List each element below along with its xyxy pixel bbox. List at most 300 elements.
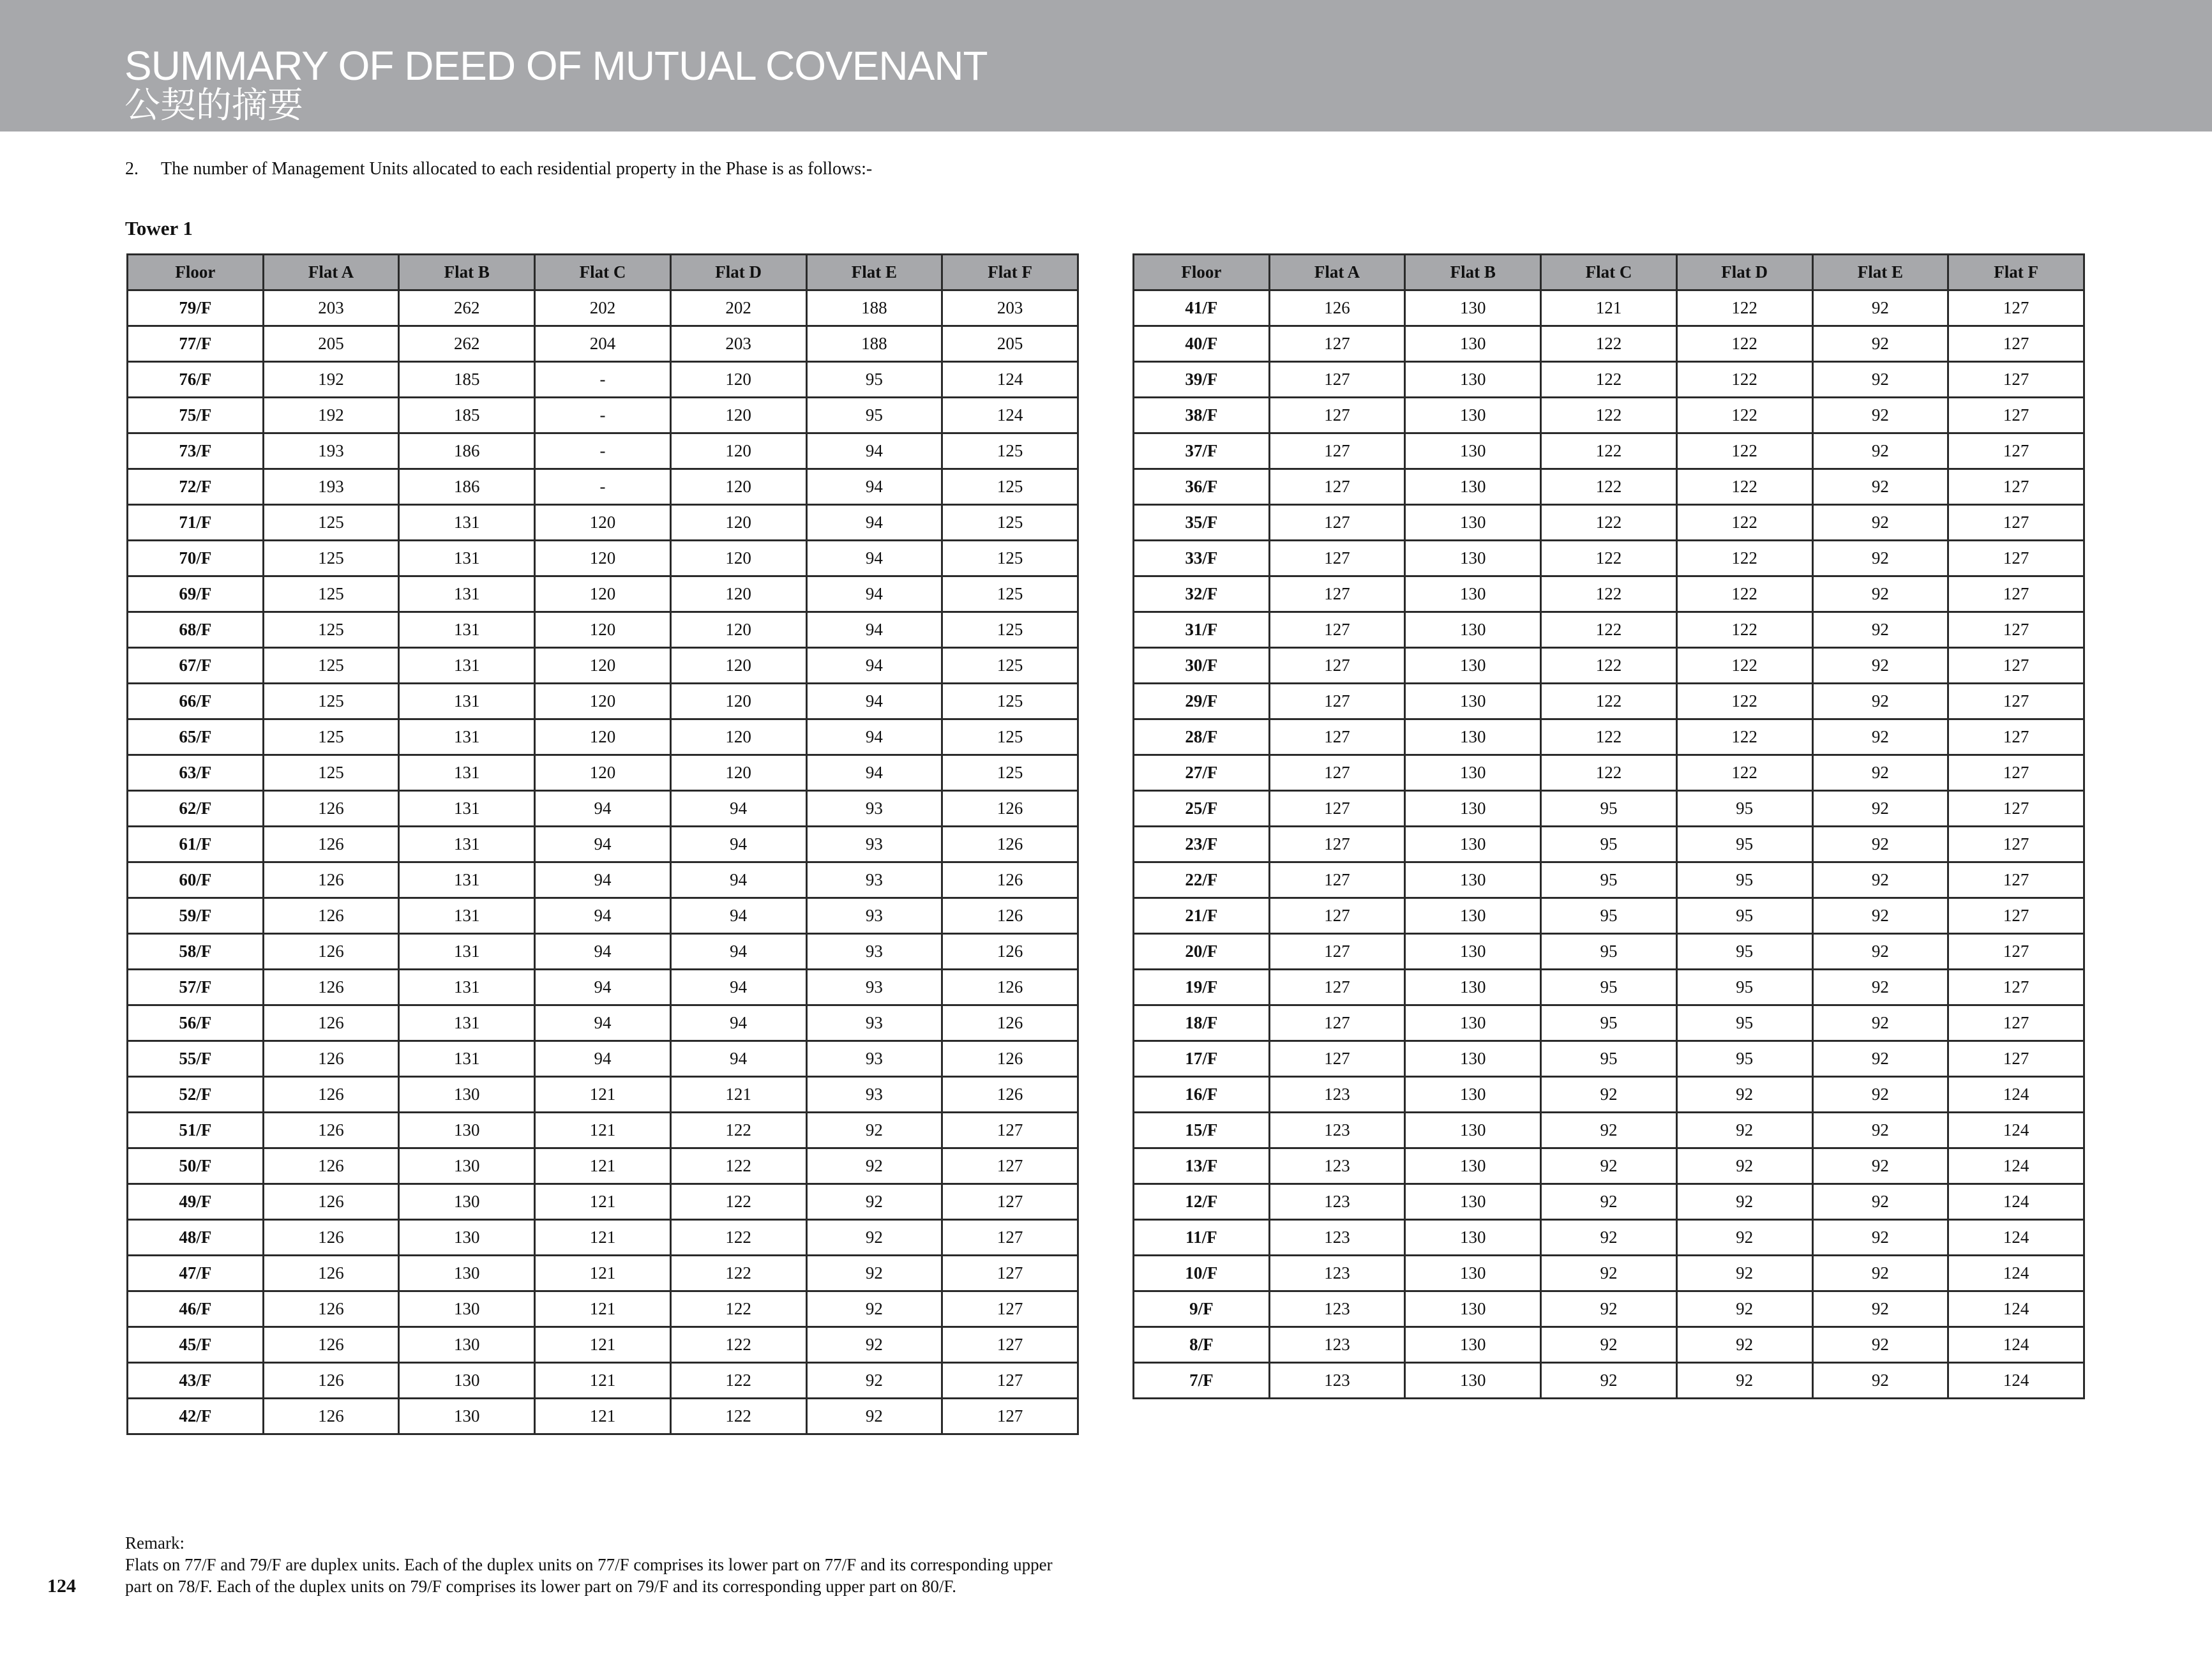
- units-cell: 130: [399, 1148, 535, 1184]
- units-cell: 120: [670, 398, 806, 433]
- units-cell: 92: [1812, 827, 1948, 862]
- units-cell: 131: [399, 719, 535, 755]
- units-cell: 122: [1541, 719, 1677, 755]
- table-row: [128, 827, 1078, 862]
- units-cell: 131: [399, 576, 535, 612]
- units-cell: 122: [670, 1399, 806, 1434]
- units-cell: 121: [535, 1256, 671, 1291]
- units-cell: 127: [942, 1363, 1078, 1399]
- units-cell: 204: [535, 326, 671, 362]
- table-row: [128, 576, 1078, 612]
- units-cell: 130: [1405, 1148, 1541, 1184]
- units-cell: 95: [1676, 1005, 1812, 1041]
- units-cell: 127: [1269, 541, 1405, 576]
- units-cell: 92: [1541, 1291, 1677, 1327]
- units-cell: 122: [1676, 755, 1812, 791]
- units-cell: 95: [1676, 898, 1812, 934]
- units-cell: 125: [263, 612, 399, 648]
- units-cell: 92: [1812, 433, 1948, 469]
- floor-cell: 37/F: [1134, 433, 1270, 469]
- units-cell: 126: [263, 1148, 399, 1184]
- floor-cell: 38/F: [1134, 398, 1270, 433]
- table-row: [128, 934, 1078, 970]
- units-cell: 130: [1405, 433, 1541, 469]
- units-cell: 92: [1812, 326, 1948, 362]
- floor-cell: 75/F: [128, 398, 264, 433]
- units-cell: 122: [1676, 326, 1812, 362]
- units-cell: 122: [1676, 362, 1812, 398]
- table-row: [1134, 1041, 2084, 1077]
- floor-cell: 16/F: [1134, 1077, 1270, 1113]
- table-row: [1134, 1256, 2084, 1291]
- units-cell: 130: [1405, 1041, 1541, 1077]
- units-cell: 92: [1541, 1220, 1677, 1256]
- units-cell: 122: [1676, 290, 1812, 326]
- units-cell: 122: [1541, 755, 1677, 791]
- units-cell: 186: [399, 433, 535, 469]
- table-row: [1134, 1327, 2084, 1363]
- table-row: [1134, 469, 2084, 505]
- column-header-flat-d: Flat D: [1676, 255, 1812, 290]
- floor-cell: 19/F: [1134, 970, 1270, 1005]
- units-cell: 125: [942, 612, 1078, 648]
- units-cell: 131: [399, 862, 535, 898]
- units-cell: 92: [1812, 469, 1948, 505]
- table-row: [128, 1327, 1078, 1363]
- units-cell: 122: [1541, 362, 1677, 398]
- units-cell: 127: [942, 1148, 1078, 1184]
- table-row: [1134, 612, 2084, 648]
- floor-cell: 70/F: [128, 541, 264, 576]
- units-cell: 124: [1948, 1220, 2084, 1256]
- units-cell: 122: [1541, 433, 1677, 469]
- units-cell: 131: [399, 791, 535, 827]
- units-cell: 92: [1676, 1327, 1812, 1363]
- table-row: [1134, 1148, 2084, 1184]
- units-cell: 94: [806, 433, 942, 469]
- units-cell: 124: [1948, 1184, 2084, 1220]
- units-cell: 205: [942, 326, 1078, 362]
- units-cell: 127: [942, 1291, 1078, 1327]
- units-cell: 125: [942, 576, 1078, 612]
- units-cell: 188: [806, 290, 942, 326]
- units-cell: 124: [1948, 1256, 2084, 1291]
- table-row: [1134, 862, 2084, 898]
- units-cell: 130: [1405, 898, 1541, 934]
- units-cell: 131: [399, 541, 535, 576]
- column-header-flat-f: Flat F: [942, 255, 1078, 290]
- units-cell: 130: [1405, 576, 1541, 612]
- units-cell: 188: [806, 326, 942, 362]
- units-cell: 131: [399, 898, 535, 934]
- table-row: [128, 1291, 1078, 1327]
- floor-cell: 43/F: [128, 1363, 264, 1399]
- units-cell: 127: [1948, 398, 2084, 433]
- floor-cell: 69/F: [128, 576, 264, 612]
- units-cell: 122: [1541, 541, 1677, 576]
- units-cell: 120: [535, 505, 671, 541]
- floor-cell: 65/F: [128, 719, 264, 755]
- units-cell: 127: [1948, 469, 2084, 505]
- units-cell: 120: [670, 612, 806, 648]
- floor-cell: 13/F: [1134, 1148, 1270, 1184]
- units-cell: 127: [1948, 862, 2084, 898]
- units-cell: 262: [399, 326, 535, 362]
- units-cell: 192: [263, 362, 399, 398]
- units-cell: -: [535, 433, 671, 469]
- units-cell: 92: [1812, 362, 1948, 398]
- units-cell: 126: [942, 827, 1078, 862]
- floor-cell: 77/F: [128, 326, 264, 362]
- units-cell: 95: [806, 362, 942, 398]
- units-cell: 92: [806, 1399, 942, 1434]
- table-row: [1134, 1291, 2084, 1327]
- units-cell: 127: [1269, 862, 1405, 898]
- floor-cell: 18/F: [1134, 1005, 1270, 1041]
- table-row: [1134, 648, 2084, 684]
- intro-text: The number of Management Units allocated to each residential property in the Phase is as follows:-: [161, 159, 873, 179]
- units-cell: 127: [1948, 755, 2084, 791]
- column-header-flat-a: Flat A: [1269, 255, 1405, 290]
- units-cell: 93: [806, 934, 942, 970]
- units-cell: 92: [1676, 1077, 1812, 1113]
- units-cell: 130: [1405, 362, 1541, 398]
- floor-cell: 72/F: [128, 469, 264, 505]
- table-row: [128, 1005, 1078, 1041]
- units-cell: 126: [263, 1399, 399, 1434]
- units-cell: 120: [535, 684, 671, 719]
- units-cell: 127: [1948, 684, 2084, 719]
- units-cell: 130: [399, 1291, 535, 1327]
- floor-cell: 66/F: [128, 684, 264, 719]
- units-cell: 122: [670, 1184, 806, 1220]
- units-cell: 94: [806, 576, 942, 612]
- units-cell: 126: [263, 1077, 399, 1113]
- units-cell: 130: [1405, 827, 1541, 862]
- units-cell: 121: [670, 1077, 806, 1113]
- units-cell: 130: [399, 1077, 535, 1113]
- table-row: [1134, 1113, 2084, 1148]
- units-cell: 121: [535, 1220, 671, 1256]
- table-row: [1134, 576, 2084, 612]
- page-subtitle-chinese: 公契的摘要: [124, 85, 303, 126]
- table-row: [128, 1220, 1078, 1256]
- units-cell: 120: [535, 541, 671, 576]
- units-cell: 126: [263, 1041, 399, 1077]
- units-cell: 126: [1269, 290, 1405, 326]
- units-cell: 122: [1676, 505, 1812, 541]
- units-cell: 124: [1948, 1327, 2084, 1363]
- floor-cell: 39/F: [1134, 362, 1270, 398]
- table-header-row: [128, 255, 1078, 290]
- units-cell: 185: [399, 398, 535, 433]
- units-cell: 125: [942, 505, 1078, 541]
- units-cell: 127: [1948, 970, 2084, 1005]
- units-cell: 120: [535, 648, 671, 684]
- units-cell: 92: [1812, 398, 1948, 433]
- units-cell: 122: [1676, 612, 1812, 648]
- table-row: [128, 684, 1078, 719]
- units-cell: 94: [535, 1041, 671, 1077]
- units-cell: 120: [670, 755, 806, 791]
- units-cell: 126: [263, 1256, 399, 1291]
- units-cell: 92: [1676, 1184, 1812, 1220]
- units-cell: 126: [942, 934, 1078, 970]
- units-cell: 126: [263, 1327, 399, 1363]
- units-cell: 262: [399, 290, 535, 326]
- units-cell: 93: [806, 1077, 942, 1113]
- units-cell: 131: [399, 1005, 535, 1041]
- units-cell: 95: [1541, 934, 1677, 970]
- units-cell: 123: [1269, 1113, 1405, 1148]
- units-cell: 126: [263, 1291, 399, 1327]
- units-cell: 130: [1405, 541, 1541, 576]
- units-cell: 92: [1812, 862, 1948, 898]
- table-header-row: [1134, 255, 2084, 290]
- units-cell: 124: [1948, 1113, 2084, 1148]
- units-cell: 122: [670, 1220, 806, 1256]
- units-cell: 92: [1812, 1327, 1948, 1363]
- units-cell: 93: [806, 898, 942, 934]
- floor-cell: 58/F: [128, 934, 264, 970]
- table-row: [128, 862, 1078, 898]
- units-cell: 92: [1541, 1184, 1677, 1220]
- floor-cell: 27/F: [1134, 755, 1270, 791]
- floor-cell: 11/F: [1134, 1220, 1270, 1256]
- units-cell: 193: [263, 433, 399, 469]
- floor-cell: 35/F: [1134, 505, 1270, 541]
- units-cell: 92: [1812, 1291, 1948, 1327]
- units-cell: 202: [670, 290, 806, 326]
- units-cell: 125: [942, 541, 1078, 576]
- floor-cell: 73/F: [128, 433, 264, 469]
- units-cell: 126: [263, 970, 399, 1005]
- units-cell: 95: [1541, 1041, 1677, 1077]
- units-cell: 127: [942, 1184, 1078, 1220]
- floor-cell: 25/F: [1134, 791, 1270, 827]
- units-cell: 122: [1676, 576, 1812, 612]
- units-cell: 92: [1541, 1256, 1677, 1291]
- units-cell: 127: [1269, 719, 1405, 755]
- units-cell: 122: [1676, 469, 1812, 505]
- floor-cell: 60/F: [128, 862, 264, 898]
- units-cell: 95: [806, 398, 942, 433]
- units-cell: 126: [942, 1041, 1078, 1077]
- units-cell: 126: [263, 827, 399, 862]
- units-cell: 130: [1405, 1291, 1541, 1327]
- units-cell: 92: [1812, 1005, 1948, 1041]
- units-cell: 92: [1541, 1148, 1677, 1184]
- units-cell: 94: [806, 541, 942, 576]
- units-cell: 130: [1405, 1184, 1541, 1220]
- units-cell: 130: [1405, 1363, 1541, 1399]
- floor-cell: 59/F: [128, 898, 264, 934]
- table-row: [128, 433, 1078, 469]
- units-cell: 94: [535, 791, 671, 827]
- units-cell: 95: [1541, 1005, 1677, 1041]
- table-row: [1134, 505, 2084, 541]
- units-cell: 122: [1541, 469, 1677, 505]
- units-cell: 122: [1676, 398, 1812, 433]
- units-cell: 123: [1269, 1148, 1405, 1184]
- remark-block: [125, 1532, 1121, 1597]
- units-cell: 127: [942, 1256, 1078, 1291]
- units-cell: 92: [1541, 1077, 1677, 1113]
- units-cell: 186: [399, 469, 535, 505]
- units-cell: 124: [1948, 1363, 2084, 1399]
- floor-cell: 41/F: [1134, 290, 1270, 326]
- units-cell: 127: [1948, 791, 2084, 827]
- units-cell: 122: [1541, 505, 1677, 541]
- units-cell: 122: [670, 1363, 806, 1399]
- units-cell: 94: [535, 827, 671, 862]
- floor-cell: 68/F: [128, 612, 264, 648]
- units-cell: 203: [263, 290, 399, 326]
- floor-cell: 62/F: [128, 791, 264, 827]
- units-cell: 126: [942, 791, 1078, 827]
- units-cell: 94: [535, 934, 671, 970]
- units-cell: 126: [942, 970, 1078, 1005]
- units-cell: 127: [1948, 898, 2084, 934]
- units-cell: 130: [1405, 1256, 1541, 1291]
- units-cell: 95: [1676, 791, 1812, 827]
- units-cell: 94: [535, 970, 671, 1005]
- units-cell: 93: [806, 862, 942, 898]
- units-cell: 185: [399, 362, 535, 398]
- units-cell: 126: [263, 1184, 399, 1220]
- table-row: [128, 541, 1078, 576]
- units-cell: 131: [399, 505, 535, 541]
- table-row: [128, 362, 1078, 398]
- floor-cell: 51/F: [128, 1113, 264, 1148]
- table-row: [128, 970, 1078, 1005]
- units-cell: 122: [1676, 541, 1812, 576]
- column-header-floor: Floor: [1134, 255, 1270, 290]
- units-cell: 92: [1676, 1148, 1812, 1184]
- table-row: [1134, 755, 2084, 791]
- floor-cell: 67/F: [128, 648, 264, 684]
- table-row: [128, 1077, 1078, 1113]
- tower-label: Tower 1: [125, 217, 193, 239]
- units-cell: 127: [1269, 398, 1405, 433]
- units-cell: 92: [1541, 1327, 1677, 1363]
- units-cell: 92: [1812, 755, 1948, 791]
- units-cell: 93: [806, 1005, 942, 1041]
- floor-cell: 7/F: [1134, 1363, 1270, 1399]
- units-cell: 125: [263, 648, 399, 684]
- units-cell: 122: [1676, 433, 1812, 469]
- units-cell: 92: [1812, 1113, 1948, 1148]
- units-cell: 121: [535, 1327, 671, 1363]
- units-cell: 122: [1676, 684, 1812, 719]
- column-header-flat-c: Flat C: [1541, 255, 1677, 290]
- units-cell: 93: [806, 1041, 942, 1077]
- units-cell: 94: [670, 970, 806, 1005]
- units-cell: 94: [535, 898, 671, 934]
- table-row: [1134, 791, 2084, 827]
- units-cell: 126: [942, 862, 1078, 898]
- units-cell: 122: [1541, 612, 1677, 648]
- page-number: 124: [47, 1575, 76, 1597]
- floor-cell: 47/F: [128, 1256, 264, 1291]
- units-cell: 92: [1812, 1148, 1948, 1184]
- units-cell: 120: [670, 576, 806, 612]
- units-cell: 92: [1812, 1220, 1948, 1256]
- units-cell: 94: [806, 469, 942, 505]
- units-cell: 120: [670, 719, 806, 755]
- floor-cell: 63/F: [128, 755, 264, 791]
- units-cell: 94: [806, 648, 942, 684]
- table-row: [128, 1256, 1078, 1291]
- units-cell: 92: [1676, 1363, 1812, 1399]
- intro-paragraph: [125, 158, 872, 180]
- units-cell: 92: [1812, 576, 1948, 612]
- units-cell: 127: [1269, 469, 1405, 505]
- units-cell: 130: [1405, 970, 1541, 1005]
- remark-line-2: part on 78/F. Each of the duplex units on 79/F comprises its lower part on 79/F and its corresponding upper part on 80/F.: [125, 1577, 956, 1596]
- units-cell: 122: [1541, 684, 1677, 719]
- units-cell: 126: [263, 934, 399, 970]
- units-cell: 127: [1948, 505, 2084, 541]
- units-cell: 131: [399, 970, 535, 1005]
- units-cell: 125: [263, 719, 399, 755]
- units-cell: 127: [1948, 827, 2084, 862]
- floor-cell: 55/F: [128, 1041, 264, 1077]
- units-cell: 126: [263, 1363, 399, 1399]
- units-cell: 130: [399, 1327, 535, 1363]
- units-cell: 121: [535, 1291, 671, 1327]
- units-cell: 93: [806, 791, 942, 827]
- units-cell: 93: [806, 827, 942, 862]
- units-cell: 121: [535, 1148, 671, 1184]
- units-cell: 127: [1269, 898, 1405, 934]
- units-cell: 127: [1948, 1041, 2084, 1077]
- units-cell: 122: [670, 1113, 806, 1148]
- floor-cell: 17/F: [1134, 1041, 1270, 1077]
- units-cell: 131: [399, 648, 535, 684]
- units-cell: 120: [670, 362, 806, 398]
- units-cell: 131: [399, 755, 535, 791]
- units-cell: 120: [670, 541, 806, 576]
- units-cell: 131: [399, 684, 535, 719]
- units-cell: 125: [263, 684, 399, 719]
- units-cell: 127: [1269, 827, 1405, 862]
- units-cell: 95: [1676, 934, 1812, 970]
- units-cell: 131: [399, 1041, 535, 1077]
- units-cell: 95: [1541, 827, 1677, 862]
- management-units-table-right: [1132, 253, 2085, 1399]
- units-cell: 123: [1269, 1363, 1405, 1399]
- units-cell: 95: [1676, 970, 1812, 1005]
- units-cell: 92: [1676, 1256, 1812, 1291]
- table-row: [128, 648, 1078, 684]
- table-row: [1134, 684, 2084, 719]
- units-cell: 192: [263, 398, 399, 433]
- floor-cell: 22/F: [1134, 862, 1270, 898]
- units-cell: 127: [942, 1327, 1078, 1363]
- floor-cell: 40/F: [1134, 326, 1270, 362]
- table-row: [128, 612, 1078, 648]
- units-cell: 125: [263, 576, 399, 612]
- units-cell: 95: [1676, 1041, 1812, 1077]
- units-cell: 127: [1269, 505, 1405, 541]
- floor-cell: 56/F: [128, 1005, 264, 1041]
- floor-cell: 46/F: [128, 1291, 264, 1327]
- table-row: [128, 791, 1078, 827]
- units-cell: 126: [263, 1113, 399, 1148]
- floor-cell: 12/F: [1134, 1184, 1270, 1220]
- units-cell: 95: [1541, 862, 1677, 898]
